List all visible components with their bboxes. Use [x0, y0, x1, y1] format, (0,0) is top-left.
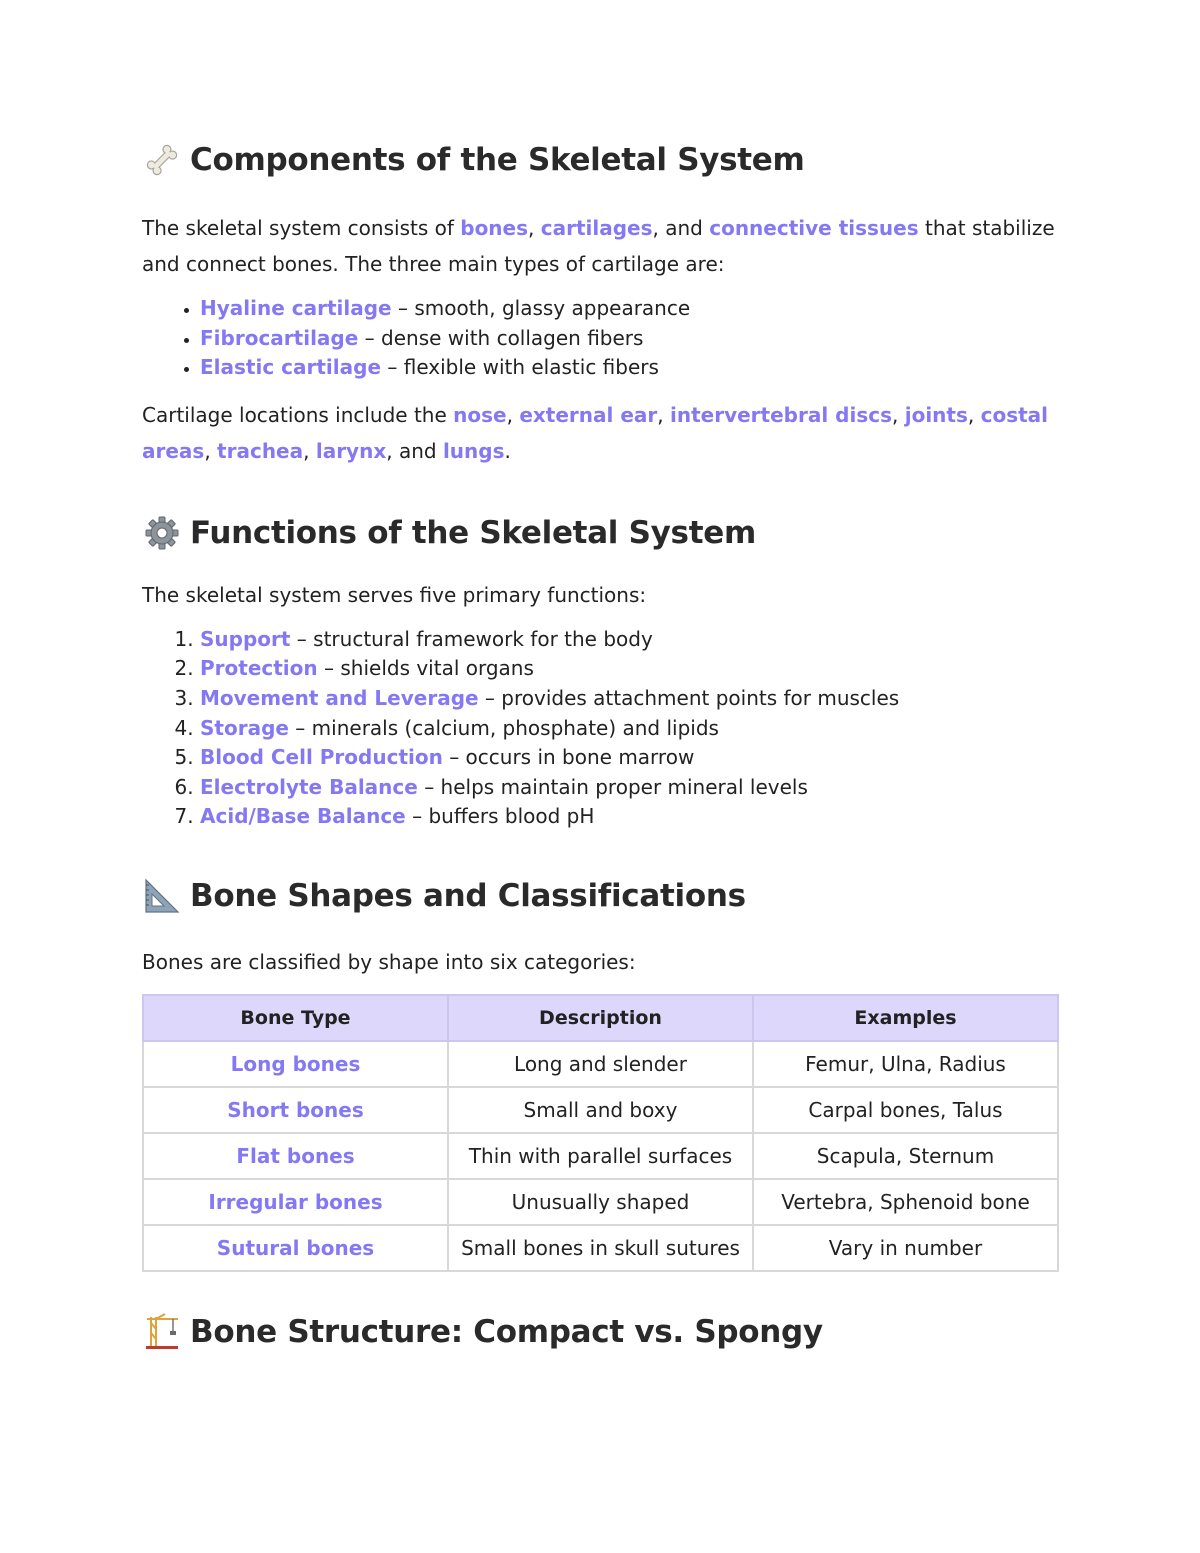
column-header: Description: [448, 995, 753, 1041]
gear-icon: [142, 513, 182, 553]
structure-heading: [142, 1312, 1060, 1352]
table-cell: Scapula, Sternum: [753, 1133, 1058, 1179]
components-heading: [142, 140, 1060, 180]
table-cell: Small and boxy: [448, 1087, 753, 1133]
crane-icon: [142, 1312, 182, 1352]
term-bones: bones: [460, 216, 529, 240]
list-item: • Hyaline cartilage – smooth, glassy appearance: [200, 294, 1060, 324]
table-cell: Unusually shaped: [448, 1179, 753, 1225]
functions-list: [142, 625, 1060, 832]
table-cell: Small bones in skull sutures: [448, 1225, 753, 1271]
table-cell: Long bones: [143, 1041, 448, 1087]
table-cell: Carpal bones, Talus: [753, 1087, 1058, 1133]
table-cell: Vary in number: [753, 1225, 1058, 1271]
list-item: • Elastic cartilage – flexible with elastic fibers: [200, 353, 1060, 383]
functions-intro: The skeletal system serves five primary functions:: [142, 582, 647, 607]
list-item: 5. Blood Cell Production – occurs in bone marrow: [200, 743, 1060, 773]
list-item: • Fibrocartilage – dense with collagen fibers: [200, 324, 1060, 354]
table-cell: Flat bones: [143, 1133, 448, 1179]
list-item: 6. Electrolyte Balance – helps maintain proper mineral levels: [200, 773, 1060, 803]
document-page: [142, 140, 1060, 1352]
table-row: [143, 1041, 1058, 1087]
term-connective-tissues: connective tissues: [709, 216, 919, 240]
shapes-title: Bone Shapes and Classifications: [190, 877, 746, 914]
components-title: Components of the Skeletal System: [190, 142, 805, 178]
list-item: 4. Storage – minerals (calcium, phosphate) and lipids: [200, 714, 1060, 744]
list-item: 3. Movement and Leverage – provides attachment points for muscles: [200, 684, 1060, 714]
table-cell: Vertebra, Sphenoid bone: [753, 1179, 1058, 1225]
table-row: [143, 1179, 1058, 1225]
term-cartilages: cartilages: [540, 216, 653, 240]
list-item: 7. Acid/Base Balance – buffers blood pH: [200, 802, 1060, 832]
functions-heading: [142, 513, 1060, 553]
list-item: 1. Support – structural framework for the body: [200, 625, 1060, 655]
cartilage-types-list: [142, 294, 1060, 383]
table-cell: Thin with parallel surfaces: [448, 1133, 753, 1179]
table-cell: Irregular bones: [143, 1179, 448, 1225]
cartilage-locations: Cartilage locations include the nose, external ear, intervertebral discs, joints, costal areas, trachea, larynx, and lungs.: [142, 402, 1049, 463]
shapes-intro: Bones are classified by shape into six categories:: [142, 949, 636, 974]
bone-icon: [142, 140, 182, 180]
triangle-ruler-icon: [142, 876, 182, 916]
table-row: [143, 1133, 1058, 1179]
column-header: Bone Type: [143, 995, 448, 1041]
components-intro: The skeletal system consists of bones, cartilages, and connective tissues that stabilize and connect bones. The three main types of cartilage are:: [142, 216, 1055, 276]
table-row: [143, 1087, 1058, 1133]
shapes-heading: [142, 876, 1060, 916]
table-cell: Long and slender: [448, 1041, 753, 1087]
list-item: 2. Protection – shields vital organs: [200, 654, 1060, 684]
column-header: Examples: [753, 995, 1058, 1041]
functions-title: Functions of the Skeletal System: [190, 514, 756, 551]
table-header-row: [143, 995, 1058, 1041]
table-cell: Sutural bones: [143, 1225, 448, 1271]
table-row: [143, 1225, 1058, 1271]
structure-title: Bone Structure: Compact vs. Spongy: [190, 1313, 823, 1350]
bone-shapes-table: [142, 994, 1059, 1272]
table-cell: Femur, Ulna, Radius: [753, 1041, 1058, 1087]
table-cell: Short bones: [143, 1087, 448, 1133]
